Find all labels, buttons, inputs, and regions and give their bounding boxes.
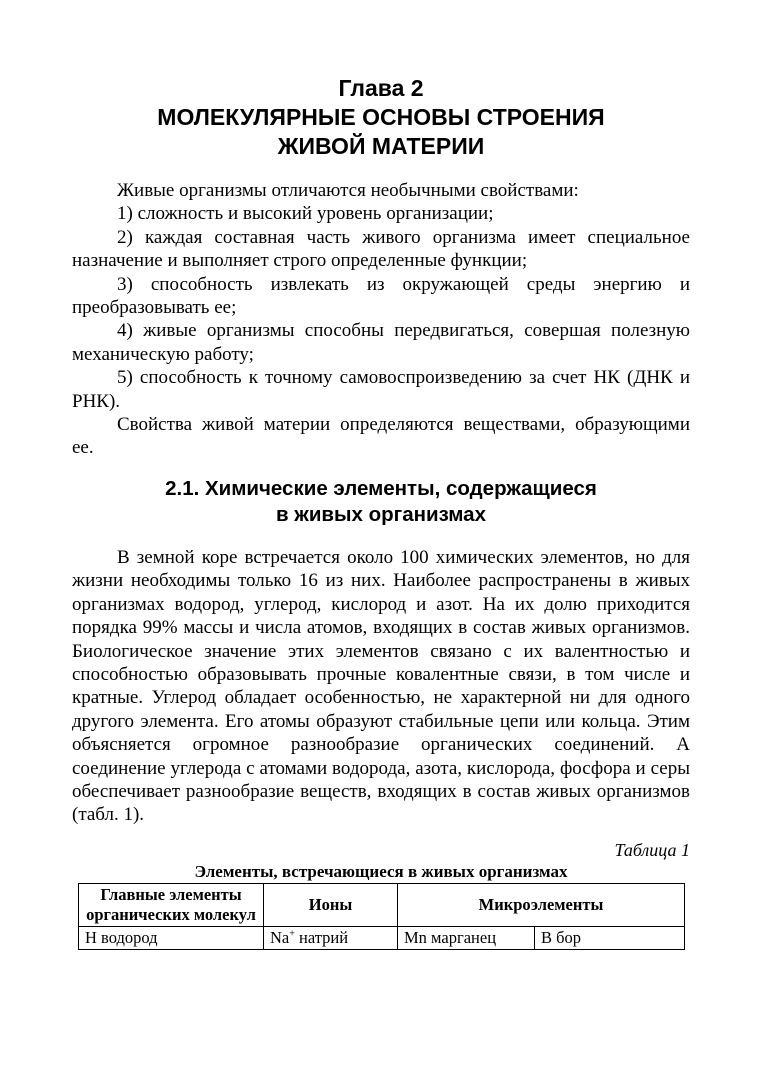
intro-item: 2) каждая составная часть живого организма имеет специальное назначение и выполняет строго определенные функции; <box>72 226 690 272</box>
cell-ion <box>264 926 398 949</box>
cell-micro-1: Mn марганец <box>398 926 535 949</box>
book-page <box>72 74 690 950</box>
ion-name: натрий <box>294 927 349 947</box>
intro-item: 5) способность к точному самовоспроизведению за счет НК (ДНК и РНК). <box>72 367 690 412</box>
header-main-elements: Главные элементы органических молекул <box>79 883 264 926</box>
header-ions: Ионы <box>264 883 398 926</box>
section-paragraph: В земной коре встречается около 100 химических элементов, но для жизни необходимы только 16 из них. Наиболее распространены в живых организмах водород, углерод, кислород и азот. На их долю приходится порядка 99% массы и числа атомов, входящих в состав живых организмов. Биологическое значение этих элементов связано с их валентностью и способностью образовывать прочные ковалентные связи, в том числе и кратные. Углерод обладает особенностью, не характерной ни для одного другого элемента. Его атомы образуют стабильные цепи или кольца. Этим объясняется огромное разнообразие органических соединений. А соединение углерода с атомами водорода, азота, кислорода, фосфора и серы обеспечивает разнообразие веществ, входящих в состав живых организмов (табл. 1). <box>72 546 690 826</box>
section-body <box>72 546 690 827</box>
elements-table <box>78 883 685 950</box>
table-header-row <box>79 883 685 926</box>
intro-item: 4) живые организмы способны передвигаться, совершая полезную механическую работу; <box>72 320 690 365</box>
chapter-title-line2: ЖИВОЙ МАТЕРИИ <box>277 133 485 159</box>
intro-text <box>72 179 690 460</box>
header-microelements: Микроэлементы <box>398 883 685 926</box>
intro-item: 1) сложность и высокий уровень организации; <box>117 203 494 225</box>
chapter-heading <box>72 74 690 161</box>
table-title: Элементы, встречающиеся в живых организмах <box>194 861 568 881</box>
intro-closing: Свойства живой материи определяются веществами, образующими ее. <box>72 414 690 459</box>
ion-charge: + <box>289 928 295 940</box>
intro-item: 3) способность извлекать из окружающей среды энергию и преобразовывать ее; <box>72 273 690 319</box>
ion-symbol: Na <box>270 927 290 947</box>
section-title-line2: в живых организмах <box>276 502 486 526</box>
chapter-label: Глава 2 <box>338 75 424 101</box>
cell-main: H водород <box>79 926 264 949</box>
table-number: Таблица 1 <box>614 839 690 860</box>
table-row <box>79 926 685 949</box>
cell-micro-2: B бор <box>535 926 685 949</box>
section-heading <box>72 476 690 528</box>
chapter-title-line1: МОЛЕКУЛЯРНЫЕ ОСНОВЫ СТРОЕНИЯ <box>157 104 605 130</box>
intro-lead: Живые организмы отличаются необычными свойствами: <box>117 180 579 201</box>
section-title-line1: 2.1. Химические элементы, содержащиеся <box>165 476 597 500</box>
